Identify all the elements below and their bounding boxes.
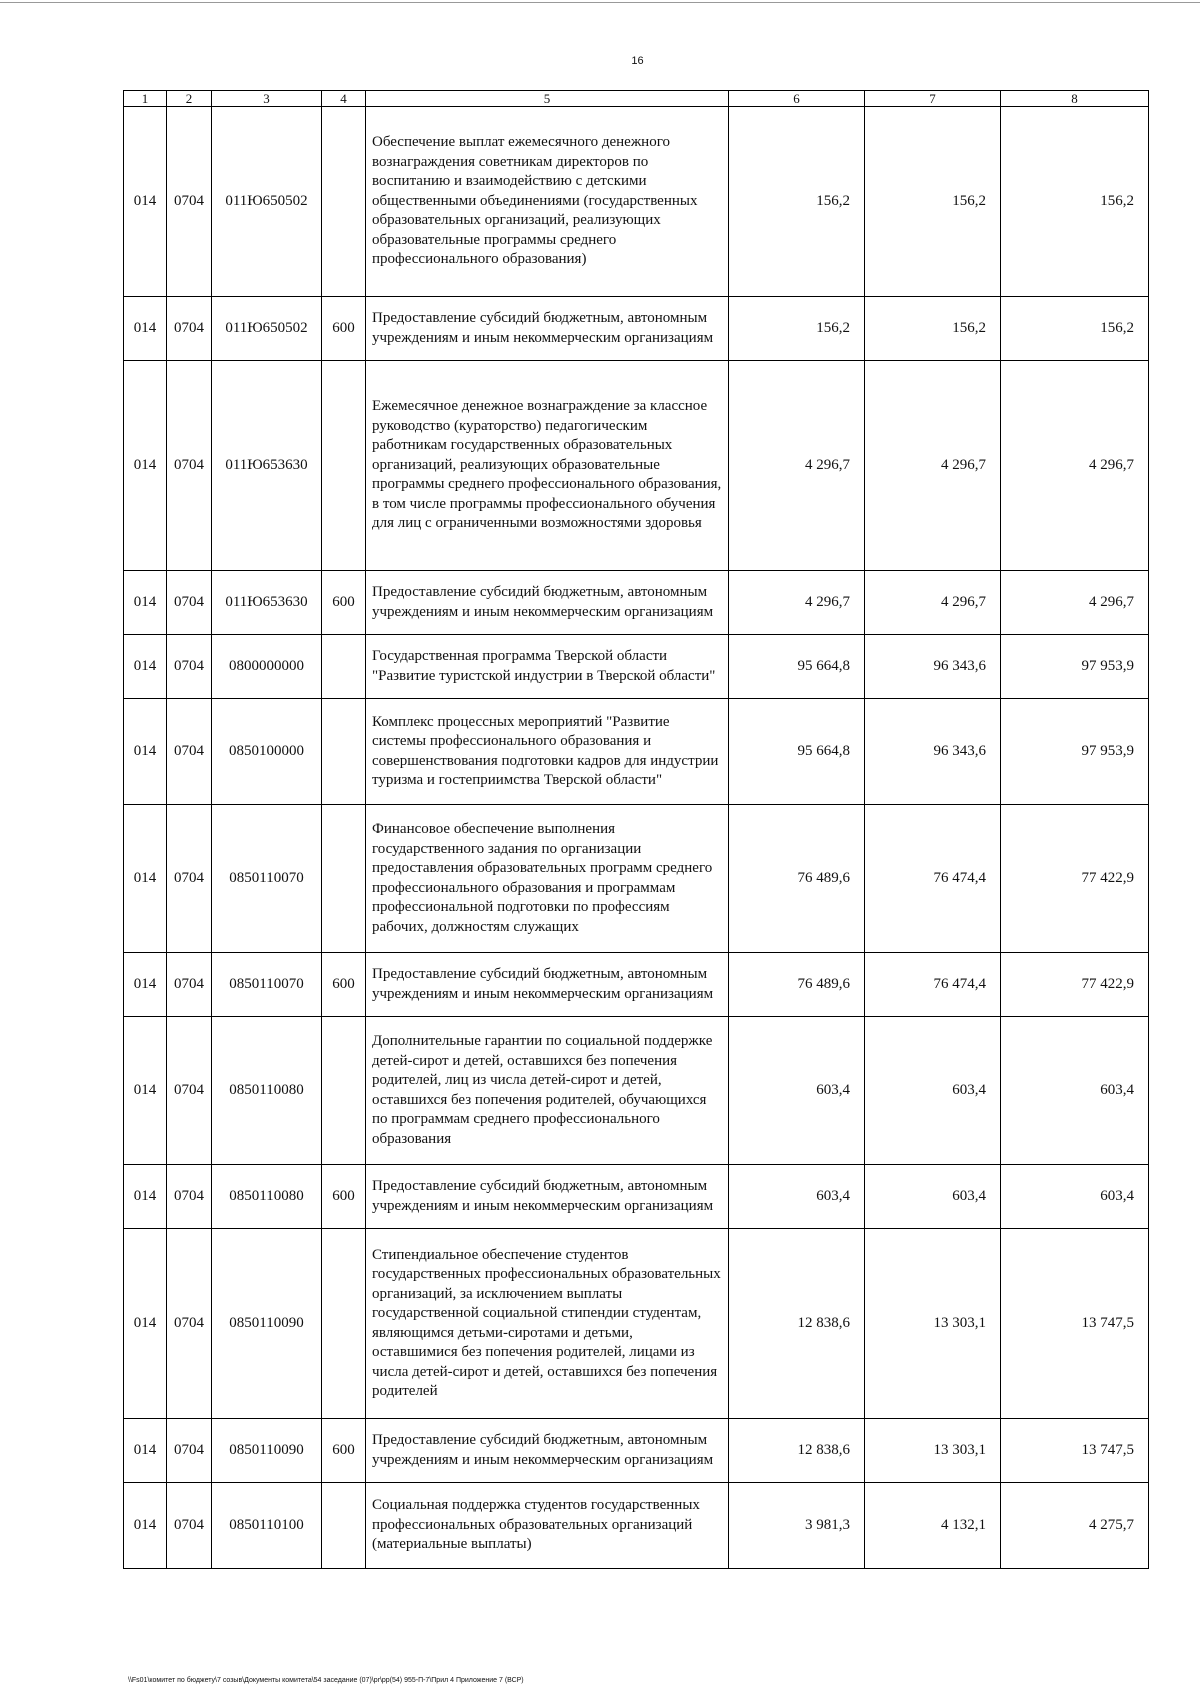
cell-expense-type: 600 xyxy=(322,297,366,361)
cell-amount-2: 156,2 xyxy=(865,107,1001,297)
cell-amount-1: 156,2 xyxy=(729,107,865,297)
cell-section: 0704 xyxy=(167,1017,212,1165)
cell-ministry: 014 xyxy=(124,699,167,805)
cell-target: 0850110090 xyxy=(212,1419,322,1483)
cell-ministry: 014 xyxy=(124,297,167,361)
cell-section: 0704 xyxy=(167,297,212,361)
cell-section: 0704 xyxy=(167,635,212,699)
cell-amount-3: 156,2 xyxy=(1001,107,1149,297)
cell-amount-3: 603,4 xyxy=(1001,1017,1149,1165)
cell-expense-type xyxy=(322,361,366,571)
cell-section: 0704 xyxy=(167,107,212,297)
table-row xyxy=(124,699,1149,805)
cell-expense-type xyxy=(322,107,366,297)
cell-description: Предоставление субсидий бюджетным, автономным учреждениям и иным некоммерческим организациям xyxy=(366,297,729,361)
table-row xyxy=(124,571,1149,635)
cell-amount-3: 77 422,9 xyxy=(1001,953,1149,1017)
cell-ministry: 014 xyxy=(124,1017,167,1165)
cell-amount-2: 96 343,6 xyxy=(865,635,1001,699)
cell-target: 0850110080 xyxy=(212,1017,322,1165)
cell-amount-1: 156,2 xyxy=(729,297,865,361)
cell-ministry: 014 xyxy=(124,1419,167,1483)
column-number: 5 xyxy=(366,91,729,107)
cell-section: 0704 xyxy=(167,571,212,635)
cell-amount-1: 4 296,7 xyxy=(729,361,865,571)
column-number: 2 xyxy=(167,91,212,107)
cell-expense-type xyxy=(322,635,366,699)
cell-ministry: 014 xyxy=(124,1483,167,1569)
cell-amount-1: 4 296,7 xyxy=(729,571,865,635)
cell-description: Стипендиальное обеспечение студентов государственных профессиональных образовательных организаций, за исключением выплаты государственной социальной стипендии студентам, являющимся детьми-сиротами и детьми, оставшимися без попечения родителей, лицами из числа детей-сирот и детей, оставшихся без попечения родителей xyxy=(366,1229,729,1419)
cell-section: 0704 xyxy=(167,699,212,805)
cell-ministry: 014 xyxy=(124,571,167,635)
budget-table xyxy=(123,90,1149,1569)
cell-description: Предоставление субсидий бюджетным, автономным учреждениям и иным некоммерческим организациям xyxy=(366,1165,729,1229)
cell-amount-3: 13 747,5 xyxy=(1001,1419,1149,1483)
column-number: 7 xyxy=(865,91,1001,107)
cell-target: 011Ю650502 xyxy=(212,297,322,361)
cell-amount-3: 13 747,5 xyxy=(1001,1229,1149,1419)
cell-description: Комплекс процессных мероприятий "Развитие системы профессионального образования и совершенствования подготовки кадров для индустрии туризма и гостеприимства Тверской области" xyxy=(366,699,729,805)
cell-expense-type xyxy=(322,699,366,805)
table-row xyxy=(124,1017,1149,1165)
cell-amount-1: 3 981,3 xyxy=(729,1483,865,1569)
cell-section: 0704 xyxy=(167,361,212,571)
cell-amount-2: 603,4 xyxy=(865,1017,1001,1165)
cell-ministry: 014 xyxy=(124,1229,167,1419)
cell-target: 0800000000 xyxy=(212,635,322,699)
cell-amount-3: 77 422,9 xyxy=(1001,805,1149,953)
file-path-footer: \\Fs01\комитет по бюджету\7 созыв\Документы комитета\54 заседание (07)\pr\pp(54) 955-П-7\Прил 4 Приложение 7 (ВСР) xyxy=(128,1677,524,1684)
cell-amount-1: 12 838,6 xyxy=(729,1419,865,1483)
cell-target: 011Ю650502 xyxy=(212,107,322,297)
cell-section: 0704 xyxy=(167,1229,212,1419)
cell-description: Государственная программа Тверской области "Развитие туристской индустрии в Тверской области" xyxy=(366,635,729,699)
cell-target: 0850110090 xyxy=(212,1229,322,1419)
table-row xyxy=(124,1483,1149,1569)
table-row xyxy=(124,107,1149,297)
cell-amount-2: 603,4 xyxy=(865,1165,1001,1229)
cell-amount-3: 156,2 xyxy=(1001,297,1149,361)
cell-description: Дополнительные гарантии по социальной поддержке детей-сирот и детей, оставшихся без попечения родителей, лиц из числа детей-сирот и детей, оставшихся без попечения родителей, обучающихся по программам среднего профессионального образования xyxy=(366,1017,729,1165)
column-number: 1 xyxy=(124,91,167,107)
cell-expense-type xyxy=(322,1017,366,1165)
cell-section: 0704 xyxy=(167,1165,212,1229)
cell-amount-1: 95 664,8 xyxy=(729,699,865,805)
table-row xyxy=(124,635,1149,699)
cell-section: 0704 xyxy=(167,1419,212,1483)
cell-target: 0850110070 xyxy=(212,805,322,953)
cell-amount-1: 95 664,8 xyxy=(729,635,865,699)
cell-ministry: 014 xyxy=(124,361,167,571)
cell-expense-type: 600 xyxy=(322,1419,366,1483)
cell-description: Предоставление субсидий бюджетным, автономным учреждениям и иным некоммерческим организациям xyxy=(366,953,729,1017)
cell-amount-2: 4 132,1 xyxy=(865,1483,1001,1569)
cell-description: Финансовое обеспечение выполнения государственного задания по организации предоставления образовательных программ среднего профессионального образования и программам профессиональной подготовки по профессиям рабочих, должностям служащих xyxy=(366,805,729,953)
cell-amount-3: 603,4 xyxy=(1001,1165,1149,1229)
cell-amount-3: 4 275,7 xyxy=(1001,1483,1149,1569)
cell-amount-1: 76 489,6 xyxy=(729,953,865,1017)
table-row xyxy=(124,297,1149,361)
cell-amount-2: 76 474,4 xyxy=(865,953,1001,1017)
cell-description: Ежемесячное денежное вознаграждение за классное руководство (кураторство) педагогическим работникам государственных образовательных организаций, реализующих образовательные программы среднего профессионального образования, в том числе программы профессионального обучения для лиц с ограниченными возможностями здоровья xyxy=(366,361,729,571)
cell-target: 0850110080 xyxy=(212,1165,322,1229)
cell-expense-type xyxy=(322,1229,366,1419)
cell-expense-type: 600 xyxy=(322,571,366,635)
cell-ministry: 014 xyxy=(124,635,167,699)
cell-ministry: 014 xyxy=(124,107,167,297)
cell-amount-2: 13 303,1 xyxy=(865,1419,1001,1483)
cell-amount-3: 97 953,9 xyxy=(1001,699,1149,805)
cell-ministry: 014 xyxy=(124,1165,167,1229)
cell-description: Предоставление субсидий бюджетным, автономным учреждениям и иным некоммерческим организациям xyxy=(366,1419,729,1483)
cell-section: 0704 xyxy=(167,953,212,1017)
cell-ministry: 014 xyxy=(124,953,167,1017)
table-row xyxy=(124,1165,1149,1229)
cell-amount-2: 156,2 xyxy=(865,297,1001,361)
cell-amount-2: 96 343,6 xyxy=(865,699,1001,805)
cell-amount-3: 97 953,9 xyxy=(1001,635,1149,699)
cell-description: Предоставление субсидий бюджетным, автономным учреждениям и иным некоммерческим организациям xyxy=(366,571,729,635)
cell-target: 0850110100 xyxy=(212,1483,322,1569)
cell-amount-3: 4 296,7 xyxy=(1001,571,1149,635)
cell-section: 0704 xyxy=(167,805,212,953)
table-row xyxy=(124,361,1149,571)
cell-amount-2: 4 296,7 xyxy=(865,361,1001,571)
column-number: 4 xyxy=(322,91,366,107)
cell-amount-2: 4 296,7 xyxy=(865,571,1001,635)
cell-expense-type: 600 xyxy=(322,1165,366,1229)
cell-amount-1: 603,4 xyxy=(729,1165,865,1229)
cell-target: 011Ю653630 xyxy=(212,361,322,571)
cell-target: 011Ю653630 xyxy=(212,571,322,635)
cell-expense-type xyxy=(322,805,366,953)
cell-section: 0704 xyxy=(167,1483,212,1569)
cell-amount-2: 13 303,1 xyxy=(865,1229,1001,1419)
cell-target: 0850110070 xyxy=(212,953,322,1017)
table-row xyxy=(124,805,1149,953)
cell-ministry: 014 xyxy=(124,805,167,953)
cell-target: 0850100000 xyxy=(212,699,322,805)
column-number: 3 xyxy=(212,91,322,107)
column-number: 6 xyxy=(729,91,865,107)
cell-description: Социальная поддержка студентов государственных профессиональных образовательных организаций (материальные выплаты) xyxy=(366,1483,729,1569)
column-number-row xyxy=(124,91,1149,107)
cell-amount-3: 4 296,7 xyxy=(1001,361,1149,571)
cell-amount-1: 76 489,6 xyxy=(729,805,865,953)
table-row xyxy=(124,953,1149,1017)
cell-amount-2: 76 474,4 xyxy=(865,805,1001,953)
cell-expense-type: 600 xyxy=(322,953,366,1017)
cell-expense-type xyxy=(322,1483,366,1569)
cell-amount-1: 603,4 xyxy=(729,1017,865,1165)
table-row xyxy=(124,1419,1149,1483)
cell-amount-1: 12 838,6 xyxy=(729,1229,865,1419)
column-number: 8 xyxy=(1001,91,1149,107)
top-rule xyxy=(0,2,1200,3)
table-row xyxy=(124,1229,1149,1419)
page-number: 16 xyxy=(631,55,644,67)
cell-description: Обеспечение выплат ежемесячного денежного вознаграждения советникам директоров по воспитанию и взаимодействию с детскими общественными объединениями (государственных образовательных организаций, реализующих образовательные программы среднего профессионального образования) xyxy=(366,107,729,297)
